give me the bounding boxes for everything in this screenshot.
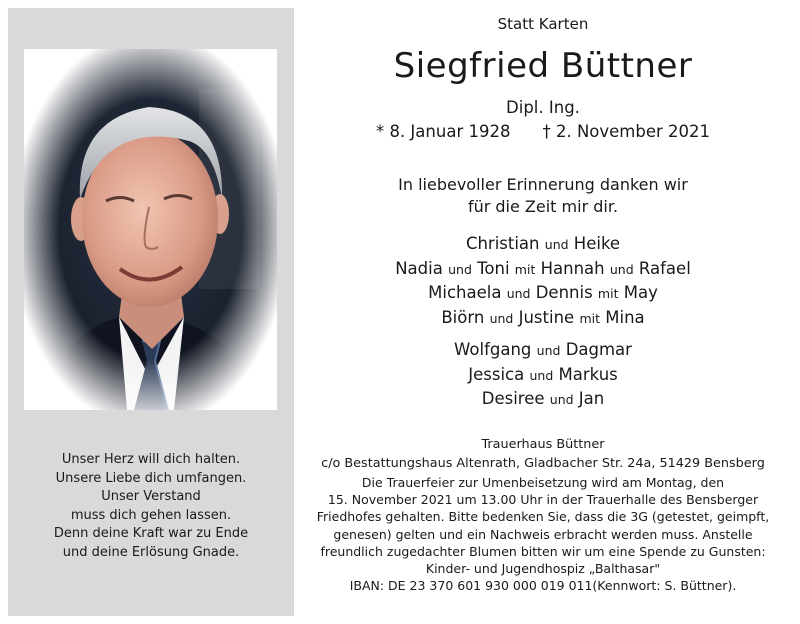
family-connector: und xyxy=(529,367,554,383)
poem-line: Denn deine Kraft war zu Ende xyxy=(53,526,249,541)
thanks-line: In liebevoller Erinnerung danken wir xyxy=(398,175,688,194)
family-member-name: May xyxy=(623,283,658,302)
family-group-spacer xyxy=(294,330,792,338)
family-member-name: Rafael xyxy=(638,258,691,278)
family-connector: und xyxy=(549,392,574,407)
life-dates xyxy=(294,122,792,141)
thanks-text xyxy=(294,174,792,218)
family-member-name: Christian xyxy=(465,234,540,253)
poem-line: Unser Herz will dich halten. xyxy=(61,452,241,467)
family-member-name: Dagmar xyxy=(565,340,632,359)
family-member-name: Dennis xyxy=(535,283,593,302)
family-member-name: Hannah xyxy=(540,258,605,278)
family-member-name: Jessica xyxy=(468,364,525,384)
family-member-name: Justine xyxy=(518,307,575,327)
family-connector: mit xyxy=(514,261,536,277)
portrait-image xyxy=(24,49,277,410)
family-member-name: Desiree xyxy=(481,389,545,408)
ceremony-line: Friedhofes gehalten. Bitte bedenken Sie, dass die 3G (getestet, geimpft, xyxy=(316,509,770,525)
funeral-home-name: Trauerhaus Büttner xyxy=(481,437,605,452)
ceremony-info xyxy=(294,474,792,594)
poem-line: und deine Erlösung Gnade. xyxy=(62,544,240,560)
family-member-name: Nadia xyxy=(395,258,443,278)
family-line xyxy=(294,338,792,363)
poem-line: Unser Verstand xyxy=(101,489,201,504)
ceremony-line: freundlich zugedachter Blumen bitten wir um eine Spende zu Gunsten: xyxy=(320,543,766,559)
family-connector: und xyxy=(506,286,531,301)
obituary-card xyxy=(8,8,792,616)
poem-line: Unsere Liebe dich umfangen. xyxy=(55,470,247,486)
family-member-name: Mina xyxy=(605,307,645,327)
family-connector: mit xyxy=(597,286,619,301)
birth-date: * 8. Januar 1928 xyxy=(375,122,511,141)
death-date: † 2. November 2021 xyxy=(542,122,711,141)
academic-title: Dipl. Ing. xyxy=(506,98,580,117)
family-connector: und xyxy=(536,343,561,358)
ceremony-line: Die Trauerfeier zur Umenbeisetzung wird am Montag, den xyxy=(361,475,725,490)
family-line xyxy=(294,306,792,331)
family-member-name: Markus xyxy=(558,364,618,384)
thanks-line: für die Zeit mir dir. xyxy=(467,197,619,216)
poem xyxy=(8,451,294,562)
ceremony-line: genesen) gelten und ein Nachweis erbracht werden muss. Anstelle xyxy=(333,526,753,542)
family-connector: und xyxy=(448,261,472,277)
left-panel xyxy=(8,8,294,616)
family-line xyxy=(294,363,792,388)
family-member-name: Heike xyxy=(573,234,621,253)
family-names xyxy=(294,232,792,412)
ceremony-line: 15. November 2021 um 13.00 Uhr in der Trauerhalle des Bensberger xyxy=(327,492,759,508)
family-connector: und xyxy=(489,310,514,326)
family-line xyxy=(294,257,792,282)
family-line xyxy=(294,387,792,412)
funeral-home-address: c/o Bestattungshaus Altenrath, Gladbacher Str. 24a, 51429 Bensberg xyxy=(321,456,765,471)
family-member-name: Michaela xyxy=(428,283,502,302)
family-member-name: Biörn xyxy=(441,307,485,327)
family-member-name: Jan xyxy=(578,389,605,408)
deceased-name: Siegfried Büttner xyxy=(393,46,693,86)
family-line xyxy=(294,232,792,257)
family-member-name: Wolfgang xyxy=(454,340,532,359)
portrait-photo xyxy=(24,49,277,410)
funeral-home xyxy=(294,435,792,473)
family-connector: und xyxy=(544,237,569,252)
statt-karten: Statt Karten xyxy=(497,15,589,33)
family-line xyxy=(294,281,792,306)
family-connector: mit xyxy=(579,310,600,326)
ceremony-line: Kinder- und Jugendhospiz „Balthasar" xyxy=(425,561,661,577)
right-panel xyxy=(294,8,792,616)
family-connector: und xyxy=(609,261,634,277)
family-member-name: Toni xyxy=(477,258,510,278)
ceremony-line: IBAN: DE 23 370 601 930 000 019 011(Kennwort: S. Büttner). xyxy=(349,578,737,594)
poem-line: muss dich gehen lassen. xyxy=(70,507,232,523)
